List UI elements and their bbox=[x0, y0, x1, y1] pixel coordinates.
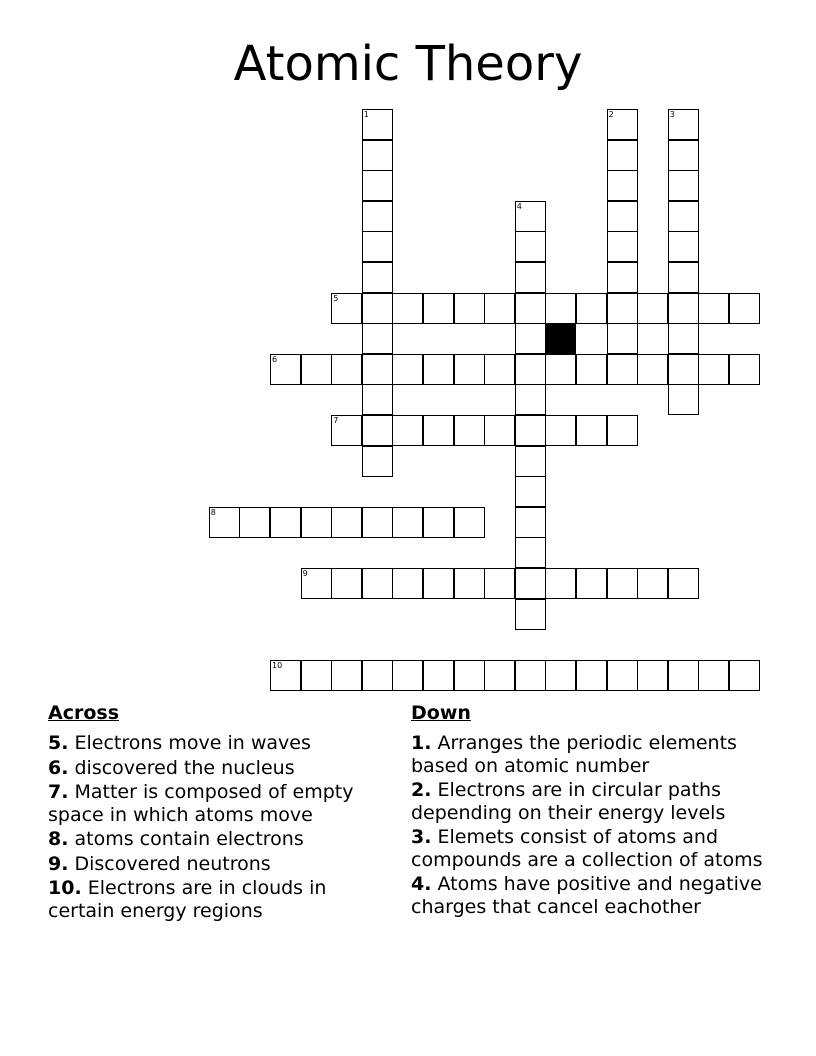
crossword-cell[interactable] bbox=[515, 446, 546, 477]
across-clue bbox=[48, 732, 388, 755]
crossword-cell[interactable] bbox=[454, 568, 485, 599]
crossword-cell[interactable] bbox=[607, 140, 638, 171]
clue-number: 10. bbox=[48, 877, 82, 899]
crossword-cell[interactable] bbox=[423, 507, 454, 538]
clue-text: Matter is composed of empty space in which atoms move bbox=[48, 781, 354, 826]
crossword-cell[interactable] bbox=[270, 507, 301, 538]
crossword-cell[interactable] bbox=[515, 293, 546, 324]
crossword-cell[interactable] bbox=[423, 660, 454, 691]
crossword-cell[interactable] bbox=[576, 568, 607, 599]
cell-number: 1 bbox=[363, 110, 369, 119]
crossword-cell[interactable] bbox=[454, 415, 485, 446]
across-clue bbox=[48, 757, 388, 780]
crossword-cell[interactable] bbox=[576, 415, 607, 446]
crossword-cell[interactable] bbox=[668, 109, 699, 140]
crossword-cell[interactable] bbox=[729, 354, 760, 385]
clue-text: Electrons move in waves bbox=[74, 732, 311, 754]
crossword-cell[interactable] bbox=[362, 354, 393, 385]
cell-number: 5 bbox=[333, 293, 339, 303]
down-clue bbox=[411, 732, 781, 777]
across-clue bbox=[48, 781, 388, 826]
crossword-cell[interactable] bbox=[515, 476, 546, 507]
crossword-cell[interactable] bbox=[362, 507, 393, 538]
crossword-cell[interactable] bbox=[484, 293, 515, 324]
clue-text: Discovered neutrons bbox=[74, 852, 271, 875]
crossword-cell[interactable] bbox=[637, 660, 668, 691]
crossword-cell[interactable] bbox=[515, 415, 546, 446]
crossword-cell[interactable] bbox=[515, 599, 546, 630]
crossword-cell[interactable] bbox=[362, 262, 393, 293]
crossword-cell[interactable] bbox=[545, 293, 576, 324]
crossword-cell[interactable] bbox=[239, 507, 270, 538]
crossword-cell[interactable] bbox=[607, 568, 638, 599]
clue-text: Elemets consist of atoms and compounds are a collection of atoms bbox=[411, 826, 763, 871]
crossword-cell[interactable] bbox=[668, 201, 699, 232]
clue-text: Electrons are in clouds in certain energy regions bbox=[48, 877, 327, 922]
crossword-cell[interactable] bbox=[392, 568, 423, 599]
crossword-cell[interactable] bbox=[545, 568, 576, 599]
crossword-cell[interactable] bbox=[362, 140, 393, 171]
crossword-cell[interactable] bbox=[362, 231, 393, 262]
crossword-cell[interactable] bbox=[515, 537, 546, 568]
crossword-cell[interactable] bbox=[301, 568, 332, 599]
crossword-cell[interactable] bbox=[362, 170, 393, 201]
crossword-cell[interactable] bbox=[484, 354, 515, 385]
crossword-cell[interactable] bbox=[515, 323, 546, 354]
crossword-cell[interactable] bbox=[515, 354, 546, 385]
clue-text: discovered the nucleus bbox=[74, 756, 295, 779]
crossword-cell[interactable] bbox=[331, 354, 362, 385]
crossword-cell[interactable] bbox=[668, 660, 699, 691]
crossword-cell[interactable] bbox=[331, 568, 362, 599]
crossword-cell[interactable] bbox=[515, 201, 546, 232]
crossword-cell[interactable] bbox=[423, 568, 454, 599]
crossword-cell[interactable] bbox=[698, 293, 729, 324]
cell-number: 10 bbox=[272, 660, 283, 670]
crossword-cell[interactable] bbox=[545, 660, 576, 691]
crossword-cell[interactable] bbox=[637, 568, 668, 599]
cell-number: 8 bbox=[210, 507, 216, 517]
crossword-cell[interactable] bbox=[576, 660, 607, 691]
crossword-cell[interactable] bbox=[484, 660, 515, 691]
crossword-cell[interactable] bbox=[607, 170, 638, 201]
crossword-cell[interactable] bbox=[607, 201, 638, 232]
crossword-cell[interactable] bbox=[301, 354, 332, 385]
crossword-cell[interactable] bbox=[607, 109, 638, 140]
crossword-cell[interactable] bbox=[392, 660, 423, 691]
crossword-cell[interactable] bbox=[607, 354, 638, 385]
crossword-cell[interactable] bbox=[301, 660, 332, 691]
crossword-block bbox=[545, 323, 576, 354]
crossword-cell[interactable] bbox=[607, 293, 638, 324]
across-heading: Across bbox=[48, 702, 120, 724]
crossword-cell[interactable] bbox=[637, 293, 668, 324]
crossword-cell[interactable] bbox=[515, 568, 546, 599]
crossword-cell[interactable] bbox=[515, 660, 546, 691]
crossword-cell[interactable] bbox=[484, 415, 515, 446]
crossword-cell[interactable] bbox=[423, 415, 454, 446]
clue-number: 7. bbox=[48, 781, 69, 803]
clue-text: Electrons are in circular paths depending on their energy levels bbox=[411, 779, 726, 824]
crossword-cell[interactable] bbox=[607, 231, 638, 262]
crossword-cell[interactable] bbox=[362, 201, 393, 232]
crossword-cell[interactable] bbox=[668, 262, 699, 293]
crossword-cell[interactable] bbox=[454, 293, 485, 324]
crossword-cell[interactable] bbox=[270, 660, 301, 691]
crossword-cell[interactable] bbox=[515, 384, 546, 415]
page-title: Atomic Theory bbox=[233, 36, 583, 92]
crossword-cell[interactable] bbox=[576, 293, 607, 324]
crossword-cell[interactable] bbox=[637, 354, 668, 385]
crossword-cell[interactable] bbox=[698, 660, 729, 691]
crossword-cell[interactable] bbox=[668, 323, 699, 354]
crossword-cell[interactable] bbox=[545, 415, 576, 446]
cell-number: 7 bbox=[333, 416, 339, 425]
across-clue bbox=[48, 877, 388, 922]
down-heading: Down bbox=[411, 702, 471, 724]
crossword-cell[interactable] bbox=[392, 507, 423, 538]
crossword-cell[interactable] bbox=[668, 568, 699, 599]
crossword-cell[interactable] bbox=[668, 140, 699, 171]
crossword-cell[interactable] bbox=[331, 507, 362, 538]
cell-number: 3 bbox=[669, 110, 675, 119]
cell-number: 4 bbox=[516, 201, 522, 211]
crossword-cell[interactable] bbox=[698, 354, 729, 385]
crossword-cell[interactable] bbox=[515, 262, 546, 293]
across-clues bbox=[48, 701, 388, 924]
crossword-cell[interactable] bbox=[362, 660, 393, 691]
clue-number: 6. bbox=[48, 756, 69, 779]
clue-text: Arranges the periodic elements based on atomic number bbox=[411, 732, 737, 777]
crossword-cell[interactable] bbox=[392, 354, 423, 385]
crossword-cell[interactable] bbox=[607, 262, 638, 293]
crossword-cell[interactable] bbox=[607, 660, 638, 691]
cell-number: 2 bbox=[608, 110, 614, 119]
crossword-cell[interactable] bbox=[423, 354, 454, 385]
crossword-cell[interactable] bbox=[362, 293, 393, 324]
clue-text: atoms contain electrons bbox=[74, 828, 304, 850]
clue-number: 5. bbox=[48, 732, 69, 754]
crossword-cell[interactable] bbox=[668, 384, 699, 415]
crossword-cell[interactable] bbox=[362, 323, 393, 354]
crossword-cell[interactable] bbox=[331, 293, 362, 324]
crossword-cell[interactable] bbox=[484, 568, 515, 599]
clue-number: 9. bbox=[48, 852, 69, 875]
crossword-cell[interactable] bbox=[362, 568, 393, 599]
clue-number: 8. bbox=[48, 828, 69, 850]
crossword-cell[interactable] bbox=[729, 293, 760, 324]
down-clue bbox=[411, 826, 781, 871]
crossword-cell[interactable] bbox=[576, 354, 607, 385]
crossword-cell[interactable] bbox=[362, 415, 393, 446]
crossword-cell[interactable] bbox=[668, 293, 699, 324]
crossword-cell[interactable] bbox=[362, 109, 393, 140]
crossword-cell[interactable] bbox=[301, 507, 332, 538]
crossword-cell[interactable] bbox=[331, 415, 362, 446]
clue-text: Atoms have positive and negative charges that cancel eachother bbox=[411, 873, 762, 918]
clue-number: 3. bbox=[411, 826, 432, 848]
crossword-cell[interactable] bbox=[607, 323, 638, 354]
crossword-cell[interactable] bbox=[454, 354, 485, 385]
crossword-cell[interactable] bbox=[545, 354, 576, 385]
crossword-cell[interactable] bbox=[668, 354, 699, 385]
clue-number: 2. bbox=[411, 779, 432, 801]
crossword-cell[interactable] bbox=[607, 415, 638, 446]
crossword-cell[interactable] bbox=[515, 231, 546, 262]
crossword-cell[interactable] bbox=[270, 354, 301, 385]
clue-number: 1. bbox=[411, 732, 432, 754]
down-clue bbox=[411, 779, 781, 824]
crossword-cell[interactable] bbox=[392, 293, 423, 324]
crossword-cell[interactable] bbox=[729, 660, 760, 691]
cell-number: 9 bbox=[302, 569, 308, 578]
crossword-cell[interactable] bbox=[668, 170, 699, 201]
clue-number: 4. bbox=[411, 873, 432, 895]
crossword-cell[interactable] bbox=[331, 660, 362, 691]
down-clues bbox=[411, 701, 781, 920]
crossword-cell[interactable] bbox=[515, 507, 546, 538]
crossword-cell[interactable] bbox=[362, 446, 393, 477]
crossword-cell[interactable] bbox=[392, 415, 423, 446]
crossword-cell[interactable] bbox=[209, 507, 240, 538]
down-clue bbox=[411, 873, 781, 918]
across-clue bbox=[48, 828, 388, 851]
crossword-cell[interactable] bbox=[454, 507, 485, 538]
crossword-cell[interactable] bbox=[362, 384, 393, 415]
cell-number: 6 bbox=[272, 354, 278, 364]
crossword-cell[interactable] bbox=[423, 293, 454, 324]
crossword-cell[interactable] bbox=[454, 660, 485, 691]
crossword-cell[interactable] bbox=[668, 231, 699, 262]
across-clue bbox=[48, 853, 388, 876]
